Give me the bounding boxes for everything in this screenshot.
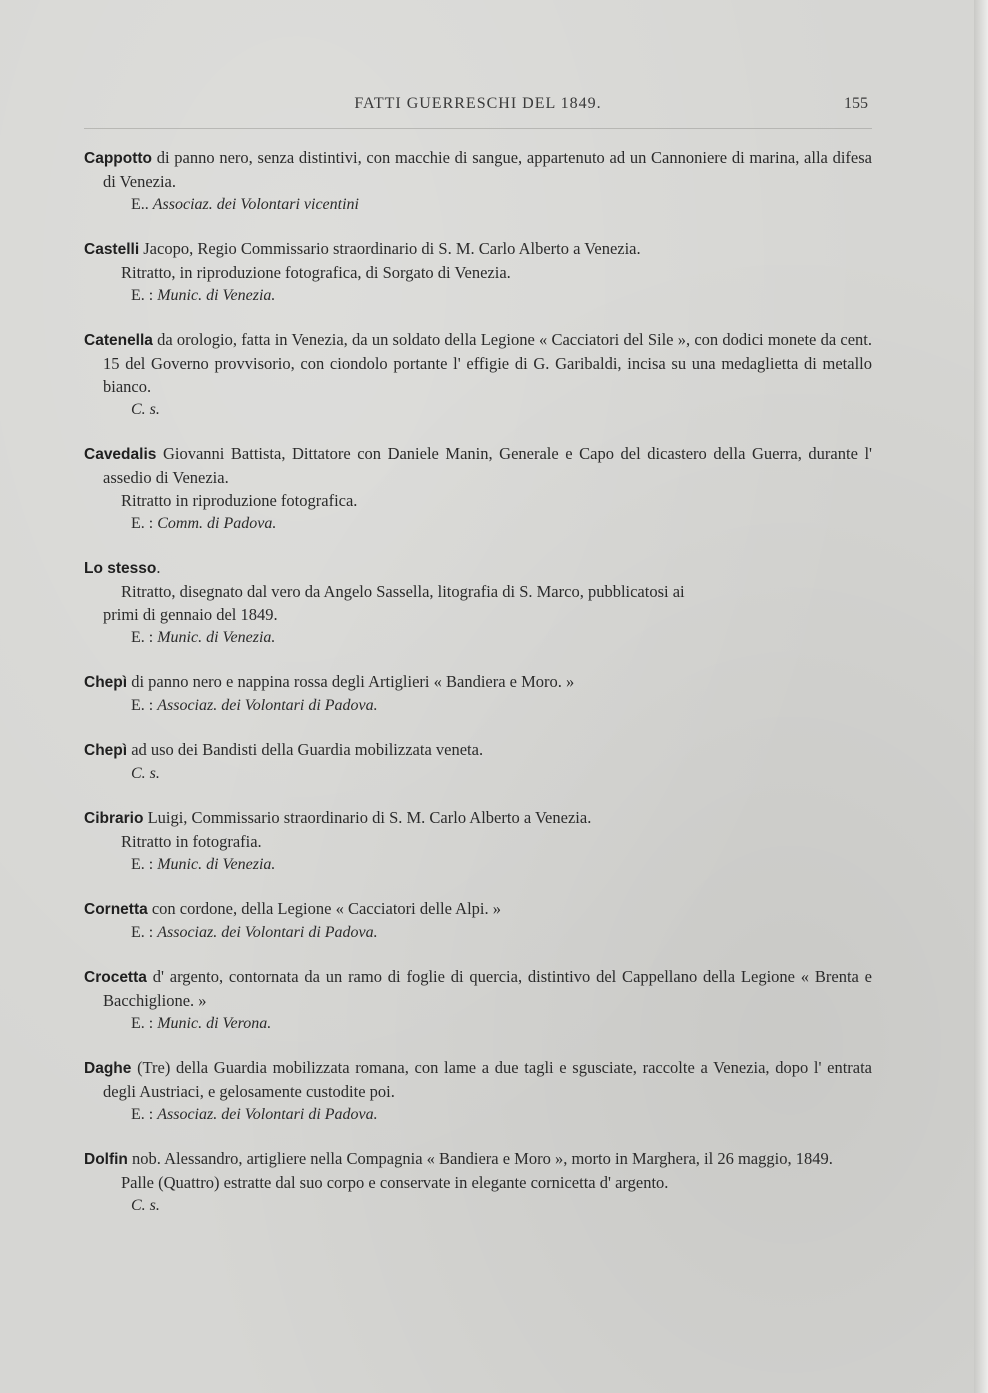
source-label: E. :	[131, 287, 154, 304]
source-name: Associaz. dei Volontari di Padova.	[157, 697, 378, 714]
page-header	[84, 95, 872, 121]
source-name: C. s.	[131, 765, 160, 782]
entry-source	[84, 512, 872, 535]
entry-extra: Ritratto in riproduzione fotografica.	[121, 491, 358, 510]
source-label: E. :	[131, 924, 154, 941]
source-name: C. s.	[131, 401, 160, 418]
entry-headword: Cappotto	[84, 150, 153, 167]
entry-headword: Daghe	[84, 1060, 132, 1077]
entry-lo-stesso	[84, 556, 872, 649]
entry-headword: Cornetta	[84, 901, 148, 918]
entry-text: nob. Alessandro, artigliere nella Compagnia « Bandiera e Moro », morto in Marghera, il 26 maggio, 1849.	[132, 1149, 833, 1168]
entry-text: ad uso dei Bandisti della Guardia mobilizzata veneta.	[131, 740, 484, 759]
source-name: Associaz. dei Volontari vicentini	[152, 196, 359, 213]
entry-extra: Palle (Quattro) estratte dal suo corpo e conservate in elegante cornicetta d' argento.	[121, 1173, 669, 1192]
entry-text: Giovanni Battista, Dittatore con Daniele Manin, Generale e Capo del dicastero della Guerra, durante l' assedio di Venezia.	[103, 444, 873, 487]
entry-source	[84, 694, 872, 717]
source-label: E. :	[131, 856, 154, 873]
entry-source	[84, 626, 872, 649]
source-name: Comm. di Padova.	[157, 515, 277, 532]
source-label: E. :	[131, 1015, 154, 1032]
source-name: Munic. di Venezia.	[157, 629, 276, 646]
entry-source	[84, 1103, 872, 1126]
entry-text: di panno nero e nappina rossa degli Artiglieri « Bandiera e Moro. »	[131, 672, 575, 691]
entry-source	[84, 921, 872, 944]
source-label: E. :	[131, 697, 154, 714]
entry-crocetta	[84, 965, 872, 1035]
page-edge-shadow	[974, 0, 988, 1393]
page-number: 155	[844, 95, 868, 112]
entry-source	[84, 1194, 872, 1217]
entry-headword: Lo stesso	[84, 560, 157, 577]
entry-text: Luigi, Commissario straordinario di S. M. Carlo Alberto a Venezia.	[147, 808, 592, 827]
entry-headword: Catenella	[84, 332, 153, 349]
entry-castelli	[84, 237, 872, 307]
source-label: E. :	[131, 629, 154, 646]
entry-extra: Ritratto, in riproduzione fotografica, di Sorgato di Venezia.	[121, 263, 511, 282]
entry-text: da orologio, fatta in Venezia, da un soldato della Legione « Cacciatori del Sile », con dodici monete da cent. 15 del Governo provvisorio, con ciondolo portante l' effigie di G. Garibaldi, incisa su una medaglietta di metallo bianco.	[103, 330, 873, 396]
entry-daghe	[84, 1056, 872, 1126]
entry-source	[84, 1012, 872, 1035]
entry-headword: Chepì	[84, 742, 128, 759]
entry-text: .	[156, 558, 161, 577]
source-name: Munic. di Venezia.	[157, 856, 276, 873]
source-name: Associaz. dei Volontari di Padova.	[157, 924, 378, 941]
source-name: C. s.	[131, 1197, 160, 1214]
entry-extra: Ritratto, disegnato dal vero da Angelo Sassella, litografia di S. Marco, pubblicatosi ai	[121, 582, 685, 601]
entry-extra-continued: primi di gennaio del 1849.	[103, 605, 278, 624]
entry-headword: Dolfin	[84, 1151, 128, 1168]
source-name: Munic. di Venezia.	[157, 287, 276, 304]
entry-source	[84, 762, 872, 785]
entry-text: (Tre) della Guardia mobilizzata romana, con lame a due tagli e sgusciate, raccolte a Venezia, dopo l' entrata degli Austriaci, e gelosamente custodite poi.	[103, 1058, 873, 1101]
source-label: E. :	[131, 515, 154, 532]
source-label: E..	[131, 196, 149, 213]
entry-headword: Castelli	[84, 241, 140, 258]
entry-headword: Chepì	[84, 674, 128, 691]
entry-extra: Ritratto in fotografia.	[121, 832, 262, 851]
entry-text: d' argento, contornata da un ramo di foglie di quercia, distintivo del Cappellano della Legione « Brenta e Bacchiglione. »	[103, 967, 872, 1010]
entry-list	[84, 146, 872, 1238]
entry-chepi-bandisti	[84, 738, 872, 785]
entry-source	[84, 193, 872, 216]
entry-headword: Cibrario	[84, 810, 144, 827]
entry-source	[84, 284, 872, 307]
entry-cavedalis	[84, 442, 872, 535]
entry-text: Jacopo, Regio Commissario straordinario di S. M. Carlo Alberto a Venezia.	[143, 239, 641, 258]
entry-headword: Crocetta	[84, 969, 147, 986]
source-name: Associaz. dei Volontari di Padova.	[157, 1106, 378, 1123]
source-name: Munic. di Verona.	[157, 1015, 272, 1032]
entry-headword: Cavedalis	[84, 446, 157, 463]
entry-dolfin	[84, 1147, 872, 1217]
entry-text: di panno nero, senza distintivi, con macchie di sangue, appartenuto ad un Cannoniere di marina, alla difesa di Venezia.	[103, 148, 872, 191]
entry-cornetta	[84, 897, 872, 944]
source-label: E. :	[131, 1106, 154, 1123]
entry-text: con cordone, della Legione « Cacciatori delle Alpi. »	[151, 899, 501, 918]
entry-cibrario	[84, 806, 872, 876]
entry-cappotto	[84, 146, 872, 216]
header-rule	[84, 128, 872, 129]
entry-source	[84, 853, 872, 876]
entry-chepi-artiglieri	[84, 670, 872, 717]
running-title: FATTI GUERRESCHI DEL 1849.	[354, 95, 602, 112]
entry-catenella	[84, 328, 872, 421]
entry-source	[84, 398, 872, 421]
